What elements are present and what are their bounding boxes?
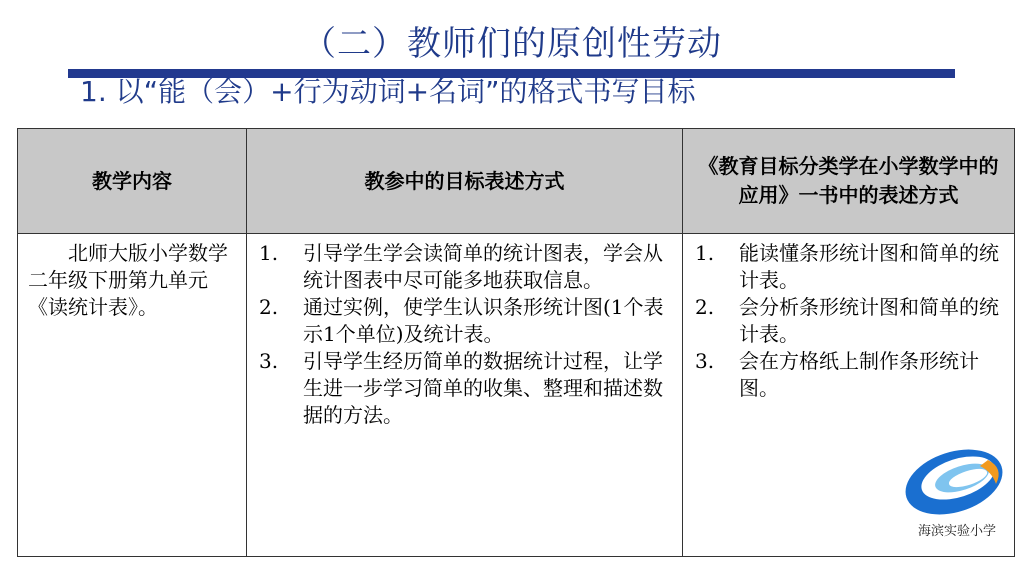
list-item: 2. 通过实例，使学生认识条形统计图(1个表示1个单位)及统计表。 — [259, 295, 664, 346]
slide-subtitle: 1. 以“能（会）+行为动词+名词”的格式书写目标 — [80, 75, 696, 108]
book-expression-list — [691, 240, 1006, 402]
list-item: 1. 引导学生学会读简单的统计图表，学会从统计图表中尽可能多地获取信息。 — [259, 241, 663, 292]
teacher-guide-list — [255, 240, 674, 429]
school-name-label: 海滨实验小学 — [917, 524, 996, 539]
header-teacher-guide: 教参中的目标表述方式 — [247, 129, 683, 234]
list-item: 2. 会分析条形统计图和简单的统计表。 — [695, 295, 999, 346]
list-item: 3. 会在方格纸上制作条形统计图。 — [695, 349, 979, 400]
table-row — [18, 234, 1015, 557]
list-item: 1. 能读懂条形统计图和简单的统计表。 — [695, 241, 999, 292]
header-book-expression: 《教育目标分类学在小学数学中的应用》一书中的表述方式 — [683, 129, 1015, 234]
cell-teacher-guide — [247, 234, 683, 557]
cell-teaching-content: 北师大版小学数学二年级下册第九单元《读统计表》。 — [18, 234, 247, 557]
school-logo-icon — [896, 438, 1016, 528]
header-teaching-content: 教学内容 — [18, 129, 247, 234]
list-item: 3. 引导学生经历简单的数据统计过程，让学生进一步学习简单的收集、整理和描述数据的方法。 — [259, 349, 663, 427]
slide-title: （二）教师们的原创性劳动 — [302, 24, 722, 64]
objectives-table — [17, 128, 1015, 557]
table-header-row — [18, 129, 1015, 234]
